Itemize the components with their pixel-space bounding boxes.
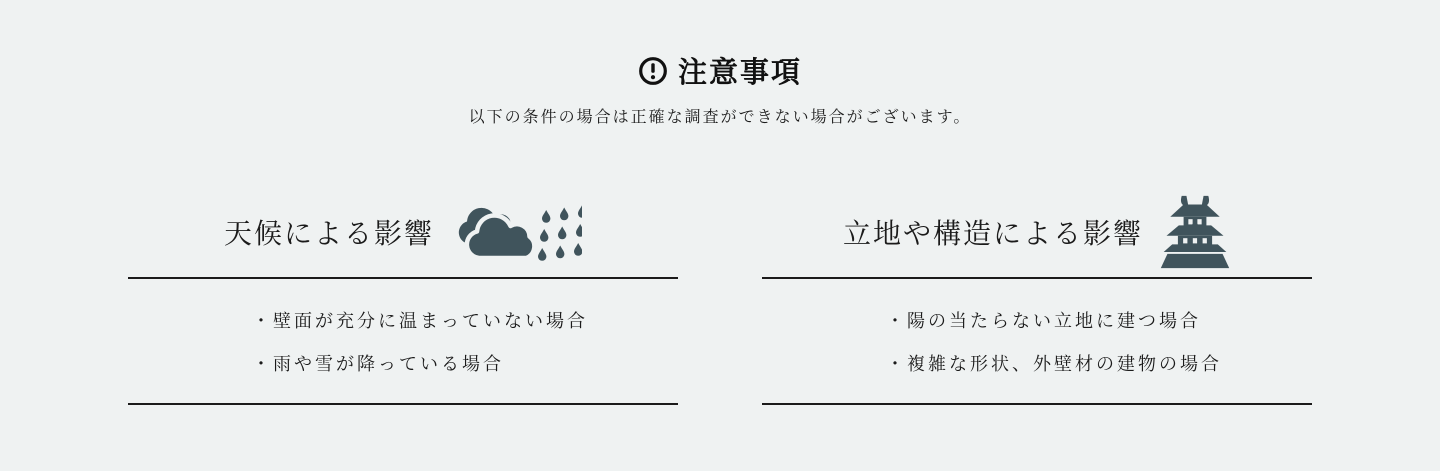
section-structure-title: 立地や構造による影響 [842, 217, 1143, 250]
section-structure-header [762, 187, 1312, 277]
section-structure [762, 187, 1312, 405]
castle-icon [1159, 194, 1231, 270]
notice-columns [0, 187, 1440, 405]
rain-cloud-icon [450, 201, 582, 263]
notice-header [0, 0, 1440, 127]
list-item: ・複雑な形状、外壁材の建物の場合 [886, 354, 1222, 375]
page-subtitle: 以下の条件の場合は正確な調査ができない場合がございます。 [468, 107, 972, 126]
page-title: 注意事項 [677, 55, 802, 89]
list-item: ・壁面が充分に温まっていない場合 [252, 311, 588, 332]
title-row [0, 50, 1440, 91]
section-weather-title: 天候による影響 [223, 217, 434, 250]
section-weather [128, 187, 678, 405]
section-weather-header [128, 187, 678, 277]
section-weather-list [128, 277, 678, 405]
circle-exclamation-icon [638, 56, 668, 86]
section-structure-list [762, 277, 1312, 405]
list-item: ・雨や雪が降っている場合 [252, 354, 504, 375]
list-item: ・陽の当たらない立地に建つ場合 [886, 311, 1201, 332]
